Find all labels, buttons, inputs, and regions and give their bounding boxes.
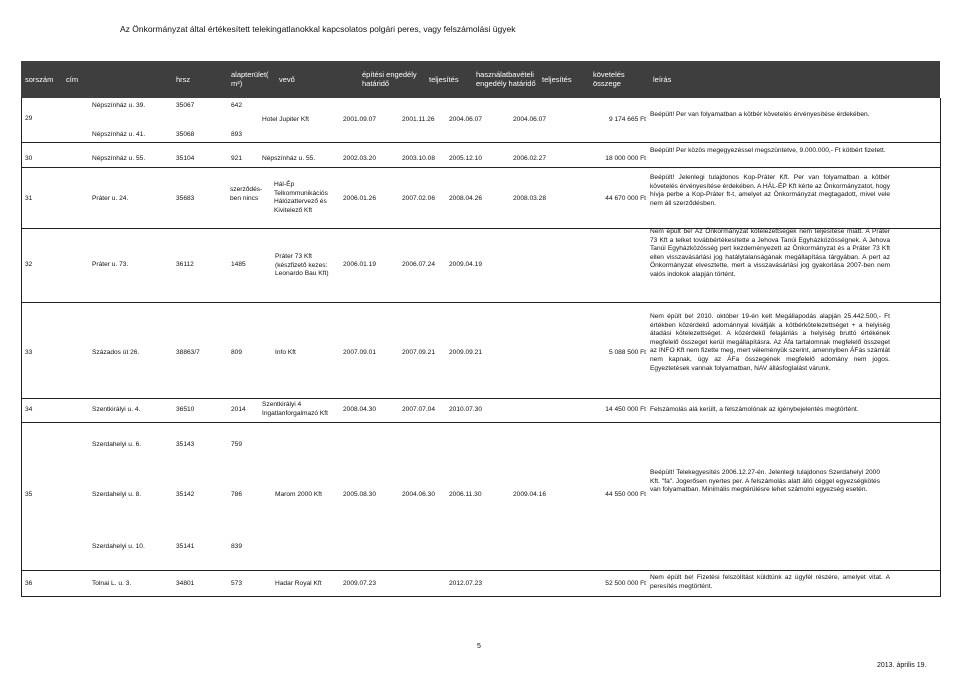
- header-kovetelese: követelés összege: [593, 70, 625, 88]
- description: Beépült! Per van folyamatban a kötbér követelés érvényesítése érdekében.: [650, 111, 870, 118]
- row-number: 36: [25, 580, 33, 587]
- row-number: 34: [25, 406, 33, 413]
- claim-amount: 44 550 000 Ft: [605, 491, 646, 498]
- occupancy-deadline: 2009.09.21: [449, 349, 483, 356]
- description: Beépült! Jelenlegi tulajdonos Kop-Práter Kft. Per van folyamatban a kötbér követelés érvényesítése érdekében. A HÁL-ÉP Kft kérte az Önkormányzatot, hogy hívja perbe a Kop-Práter ft-t, amelyet az Önkormányzat megtagadott, mivel vele nem áll szerződésben.: [650, 174, 890, 207]
- address: Népszínház u. 39.: [92, 102, 146, 109]
- row-divider: [21, 570, 940, 571]
- buyer: Info Kft: [275, 349, 296, 356]
- lot-number: 35104: [176, 155, 195, 162]
- completion-date: 2006.02.27: [513, 155, 547, 162]
- claim-amount: 52 500 000 Ft: [605, 580, 646, 587]
- permit-deadline: 2005.08.30: [343, 491, 377, 498]
- page-title: Az Önkormányzat által értékesített telekingatlanokkal kapcsolatos polgári peres, vagy felszámolási ügyek: [120, 24, 516, 34]
- permit-deadline: 2007.09.01: [343, 349, 377, 356]
- completion-date: 2004.06.30: [402, 491, 436, 498]
- address: Szentkirályi u. 4.: [92, 406, 141, 413]
- table-header: [21, 61, 940, 98]
- header-sorszam: sorszám: [25, 75, 54, 84]
- row-number: 29: [25, 115, 33, 122]
- completion-date: 2003.10.08: [402, 155, 436, 162]
- header-hasznalat: használatbavételi engedély határidő: [476, 70, 536, 88]
- row-number: 31: [25, 195, 33, 202]
- description: Beépült! Telekegyesítés 2006.12.27-én. Jelenlegi tulajdonos Szerdahelyi 2000 Kft. "fa". Jogerősen nyertes per. A felszámolás alatt álló céggel egyezségkötés van folyamatban. Minimális megtérülésre lehet számolni egyezség esetén.: [650, 469, 880, 494]
- occupancy-deadline: 2005.12.10: [449, 155, 483, 162]
- header-teljesites1: teljesítés: [429, 75, 459, 84]
- area: 1485: [231, 261, 246, 268]
- address: Szerdahelyi u. 10.: [92, 543, 145, 550]
- description: Beépült! Per közös megegyezéssel megszüntetve, 9.000.000,- Ft kötbért fizetett.: [650, 147, 886, 154]
- occupancy-deadline: 2012.07.23: [449, 580, 483, 587]
- completion-date: 2001.11.26: [402, 116, 435, 123]
- address: Tolnai L. u. 3.: [92, 580, 132, 587]
- area: 921: [231, 155, 243, 162]
- address: Szerdahelyi u. 8.: [92, 491, 142, 498]
- address: Práter u. 24.: [92, 195, 129, 202]
- address: Szerdahelyi u. 6.: [92, 441, 142, 448]
- lot-number: 35142: [176, 491, 195, 498]
- claim-amount: 18 000 000 Ft: [605, 155, 646, 162]
- permit-deadline: 2006.01.26: [343, 195, 377, 202]
- header-alapterulet: alapterület( m²): [231, 70, 269, 88]
- lot-number: 35067: [176, 102, 195, 109]
- area: 573: [231, 580, 243, 587]
- row-number: 30: [25, 155, 33, 162]
- lot-number: 35143: [176, 441, 195, 448]
- permit-deadline: 2008.04.30: [343, 406, 377, 413]
- permit-deadline: 2002.03.20: [343, 155, 377, 162]
- header-epitesi: építési engedély határidő: [362, 70, 417, 88]
- completion-date: 2004.06.07: [513, 116, 547, 123]
- description: Felszámolás alá került, a felszámolónak az igénybejelentés megtörtént.: [650, 406, 859, 413]
- area: 839: [231, 543, 243, 550]
- buyer: Hotel Jupiter Kft: [262, 116, 309, 123]
- buyer: Hadar Royal Kft: [275, 580, 322, 587]
- lot-number: 35683: [176, 195, 195, 202]
- page-number: 5: [477, 643, 481, 650]
- lot-number: 38863/7: [176, 349, 200, 356]
- completion-date: 2007.07.04: [402, 406, 436, 413]
- lot-number: 36112: [176, 261, 194, 268]
- lot-number: 34801: [176, 580, 195, 587]
- occupancy-deadline: 2004.06.07: [449, 116, 483, 123]
- permit-deadline: 2009.07.23: [343, 580, 377, 587]
- row-number: 32: [25, 261, 33, 268]
- address: Práter u. 73.: [92, 261, 129, 268]
- buyer: Práter 73 Kft (készfizető kezes: Leonardo Bau Kft): [275, 253, 329, 278]
- area: 809: [231, 349, 243, 356]
- area: szerződés-ben nincs: [230, 186, 263, 202]
- row-number: 35: [25, 491, 33, 498]
- description: Nem épült be! 2010. október 19-én kelt Megállapodás alapján 25.442.500,- Ft értékben közérdekű adománnyal kiváltják a kötbérkötelezettséget + a helyiség átadási kötelezettséget. A közérdekű felajánlás a helyiség bruttó értékének megfelelő összeget kerül megállapításra. Az Áfa tartalomnak megfelelő összeget az INFO Kft nem fizette meg, mert véleményük szerint, amennyiben ÁFás számlát nem kapnak, úgy az ÁFa összegének megfelelő adomány nem jogos. Egyeztetések vannak folyamatban, NAV állásfoglalást várunk.: [650, 313, 890, 372]
- description: Nem épült be! Fizetési felszólítást küldtünk az ügyfél részére, amelyet vitat. A peresítés megtörtént.: [650, 574, 890, 590]
- lot-number: 35068: [176, 131, 195, 138]
- buyer: Szentkirályi 4 Ingatlanforgalmazó Kft: [262, 401, 328, 417]
- footer-date: 2013. április 19.: [877, 662, 927, 669]
- completion-date: 2007.09.21: [402, 349, 436, 356]
- header-teljesites2: teljesítés: [542, 75, 572, 84]
- area: 759: [231, 441, 243, 448]
- completion-date: 2008.03.28: [513, 195, 547, 202]
- row-divider: [21, 302, 940, 303]
- buyer: Népszínház u. 55.: [262, 155, 316, 162]
- buyer: Marom 2000 Kft: [275, 491, 322, 498]
- header-leiras: leírás: [653, 75, 672, 84]
- lot-number: 35141: [176, 543, 195, 550]
- occupancy-deadline: 2006.11.30: [449, 491, 482, 498]
- claim-amount: 5 088 500 Ft: [608, 349, 646, 356]
- row-divider: [21, 167, 940, 168]
- permit-deadline: 2001.09.07: [343, 116, 377, 123]
- area: 893: [231, 131, 243, 138]
- description: Nem épült be! Az Önkormányzat kötelezettségek nem teljesítése miatt. A Práter 73 Kft a telket továbbértékesítette a Jehova Tanúi Egyházközösségnek. A Jehova Tanúi Egyházközösség pert kezdeményezett az Önkormányzat és a Práter 73 Kft ellen visszavásárlási jog hatálytalanságának megállapítása tárgyában. A pert az Önkormányzat elvesztette, mert a visszavásárlási jog gyakorlása 2007-ben nem valós indokok alapján történt.: [650, 228, 890, 278]
- buyer: Hál-Ép Telkommunikációs Hálózattervező és Kivitelező Kft: [274, 181, 328, 214]
- occupancy-deadline: 2009.04.19: [449, 261, 483, 268]
- header-cim: cím: [66, 75, 79, 84]
- row-divider: [21, 142, 940, 143]
- row-number: 33: [25, 349, 33, 356]
- header-vevo: vevő: [279, 75, 295, 84]
- area: 2014: [231, 406, 246, 413]
- occupancy-deadline: 2010.07.30: [449, 406, 483, 413]
- claim-amount: 14 450 000 Ft: [605, 406, 646, 413]
- completion-date: 2009.04.16: [513, 491, 547, 498]
- area: 786: [231, 491, 243, 498]
- permit-deadline: 2006.01.19: [343, 261, 377, 268]
- row-divider: [21, 422, 940, 423]
- header-hrsz: hrsz: [176, 75, 191, 84]
- claim-amount: 44 670 000 Ft: [605, 195, 646, 202]
- address: Népszínház u. 41.: [92, 131, 146, 138]
- completion-date: 2007.02.06: [402, 195, 436, 202]
- address: Népszínház u. 55.: [92, 155, 146, 162]
- row-divider: [21, 398, 940, 399]
- lot-number: 36510: [176, 406, 195, 413]
- completion-date: 2006.07.24: [402, 261, 436, 268]
- occupancy-deadline: 2008.04.26: [449, 195, 483, 202]
- address: Százados út 26.: [92, 349, 140, 356]
- area: 642: [231, 102, 243, 109]
- claim-amount: 9 174 665 Ft: [608, 116, 646, 123]
